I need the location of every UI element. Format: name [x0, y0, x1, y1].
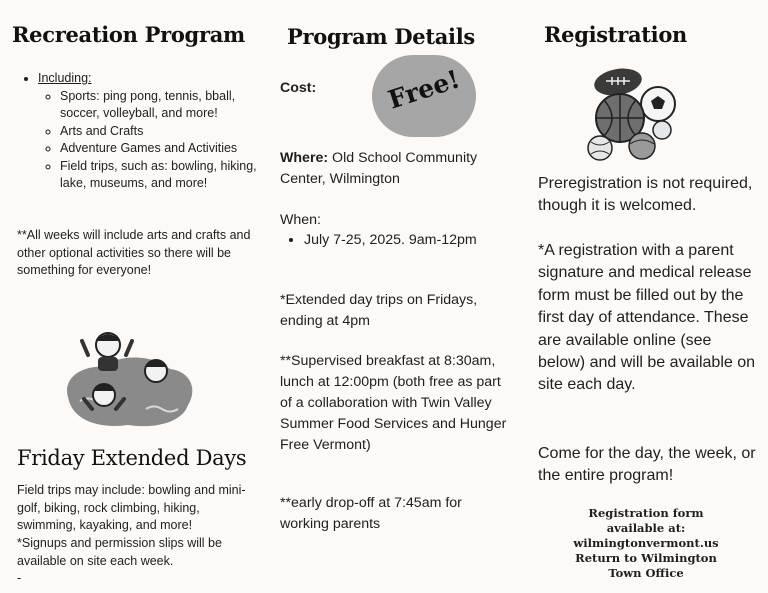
details-column — [262, 0, 524, 593]
dropoff-note: **early drop-off at 7:45am for working parents — [280, 495, 462, 532]
activity-item: ◦ Adventure Games and Activities — [60, 140, 270, 158]
sports-balls-icon — [586, 66, 678, 162]
reg-line: Return to Wilmington — [575, 551, 717, 565]
when-label: When: — [280, 212, 322, 228]
activities-sublist — [38, 88, 270, 193]
including-label: Including: — [38, 71, 92, 85]
details-heading: Program Details — [287, 24, 475, 49]
swimming-kids-icon — [58, 325, 200, 433]
cost-label: Cost: — [280, 80, 317, 96]
reg-website[interactable]: wilmingtonvermont.us — [573, 536, 719, 550]
friday-heading: Friday Extended Days — [17, 446, 247, 470]
food-note: **Supervised breakfast at 8:30am, lunch at 12:00pm (both free as part of a collaboration with Twin Valley Summer Food Services and Hunger Free Vermont) — [280, 353, 507, 453]
form-text: *A registration with a parent signature and medical release form must be filled out by the first day of attendance. These are available online (see below) and will be available on site each day. — [538, 242, 756, 394]
where-line — [280, 148, 512, 190]
free-badge — [372, 55, 476, 137]
recreation-column — [0, 0, 262, 593]
friday-note: *Signups and permission slips will be available on site each week. — [17, 536, 222, 568]
when-value: • July 7-25, 2025. 9am-12pm — [304, 230, 477, 251]
including-item — [38, 70, 270, 193]
dash: - — [17, 571, 22, 585]
friday-text: Field trips may include: bowling and mini-golf, biking, rock climbing, hiking, swimming, kayaking, and more! — [17, 483, 246, 532]
recreation-heading: Recreation Program — [12, 22, 245, 47]
activity-item: ◦ Arts and Crafts — [60, 123, 270, 141]
when-list — [304, 230, 477, 251]
prereg-text: Preregistration is not required, though it is welcomed. — [538, 175, 753, 215]
activities-list — [24, 70, 270, 193]
reg-line: Registration form — [588, 506, 704, 520]
activity-item: ◦ Field trips, such as: bowling, hiking, lake, museums, and more! — [60, 158, 270, 193]
weeks-note: **All weeks will include arts and crafts and other optional activities so there will be something for everyone! — [17, 228, 251, 277]
reg-line: available at: — [606, 521, 686, 535]
where-label: Where: — [280, 150, 329, 166]
activity-item: ◦ Sports: ping pong, tennis, bball, soccer, volleyball, and more! — [60, 88, 270, 123]
registration-column — [524, 0, 768, 593]
reg-line: Town Office — [608, 566, 684, 580]
registration-info — [536, 506, 756, 581]
registration-heading: Registration — [544, 22, 688, 47]
where-value: Old School Community Center, Wilmington — [280, 150, 478, 187]
come-text: Come for the day, the week, or the entire program! — [538, 445, 756, 485]
free-badge-text: Free! — [384, 64, 464, 115]
trips-note: *Extended day trips on Fridays, ending at 4pm — [280, 292, 478, 329]
